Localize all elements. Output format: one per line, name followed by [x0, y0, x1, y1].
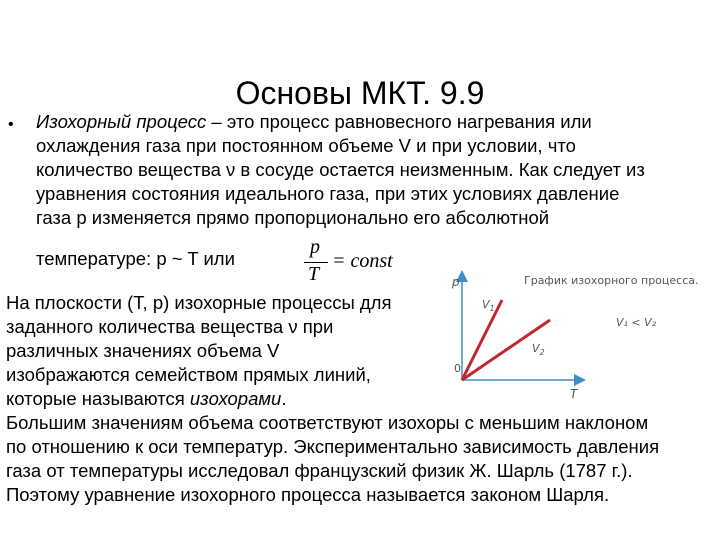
charles-line-4: Поэтому уравнение изохорного процесса называется законом Шарля.: [6, 484, 610, 505]
v1-label: $V_1$: [482, 298, 495, 313]
isochore-line-4: изображаются семейством прямых линий,: [6, 364, 371, 385]
isochore-paragraph: [6, 291, 426, 411]
term-isochoric: Изохорный процесс: [36, 111, 207, 132]
isochore-line-3: различных значениях объема V: [6, 340, 280, 361]
charles-paragraph: [6, 411, 716, 507]
formula-rhs: = const: [332, 250, 393, 272]
volume-relation: V₁ < V₂: [616, 316, 657, 329]
charles-line-1: Большим значениям объема соответствуют изохоры с меньшим наклоном: [6, 412, 649, 433]
isochore-line-2: заданного количества вещества ν при: [6, 316, 334, 337]
isochore-line-5-c: .: [281, 388, 287, 409]
formula-numerator: p: [310, 236, 320, 258]
x-axis-label: T: [570, 387, 578, 401]
definition-line-6: температуре: p ~ T или: [36, 248, 235, 269]
definition-line-5: газа p изменяется прямо пропорционально его абсолютной: [36, 207, 550, 228]
isochore-graph: [440, 268, 710, 408]
definition-line-3: количество вещества ν в сосуде остается неизменным. Как следует из: [36, 159, 645, 180]
isochore-line-1: На плоскости (T, p) изохорные процессы для: [6, 292, 392, 313]
charles-formula: [300, 236, 410, 288]
definition-text: [36, 110, 676, 230]
y-axis-label: p: [452, 275, 460, 289]
formula-denominator: T: [308, 263, 320, 285]
charles-line-3: газа от температуры исследовал французский физик Ж. Шарль (1787 г.).: [6, 460, 633, 481]
charles-line-2: по отношению к оси температур. Экспериментально зависимость давления: [6, 436, 660, 457]
slide-title: Основы МКТ. 9.9: [235, 75, 485, 111]
graph-caption: График изохорного процесса.: [524, 274, 699, 287]
bullet-marker: •: [8, 116, 14, 133]
definition-line-1: – это процесс равновесного нагревания или: [206, 111, 592, 132]
term-isochores: изохорами: [189, 388, 282, 409]
origin-label: 0: [454, 362, 461, 375]
definition-line-4: уравнения состояния идеального газа, при этих условиях давление: [36, 183, 620, 204]
isochore-line-5-a: которые называются: [6, 388, 190, 409]
definition-line-2: охлаждения газа при постоянном объеме V и при условии, что: [36, 135, 576, 156]
isochore-line-5: [6, 387, 426, 411]
v2-label: $V_2$: [532, 342, 545, 357]
